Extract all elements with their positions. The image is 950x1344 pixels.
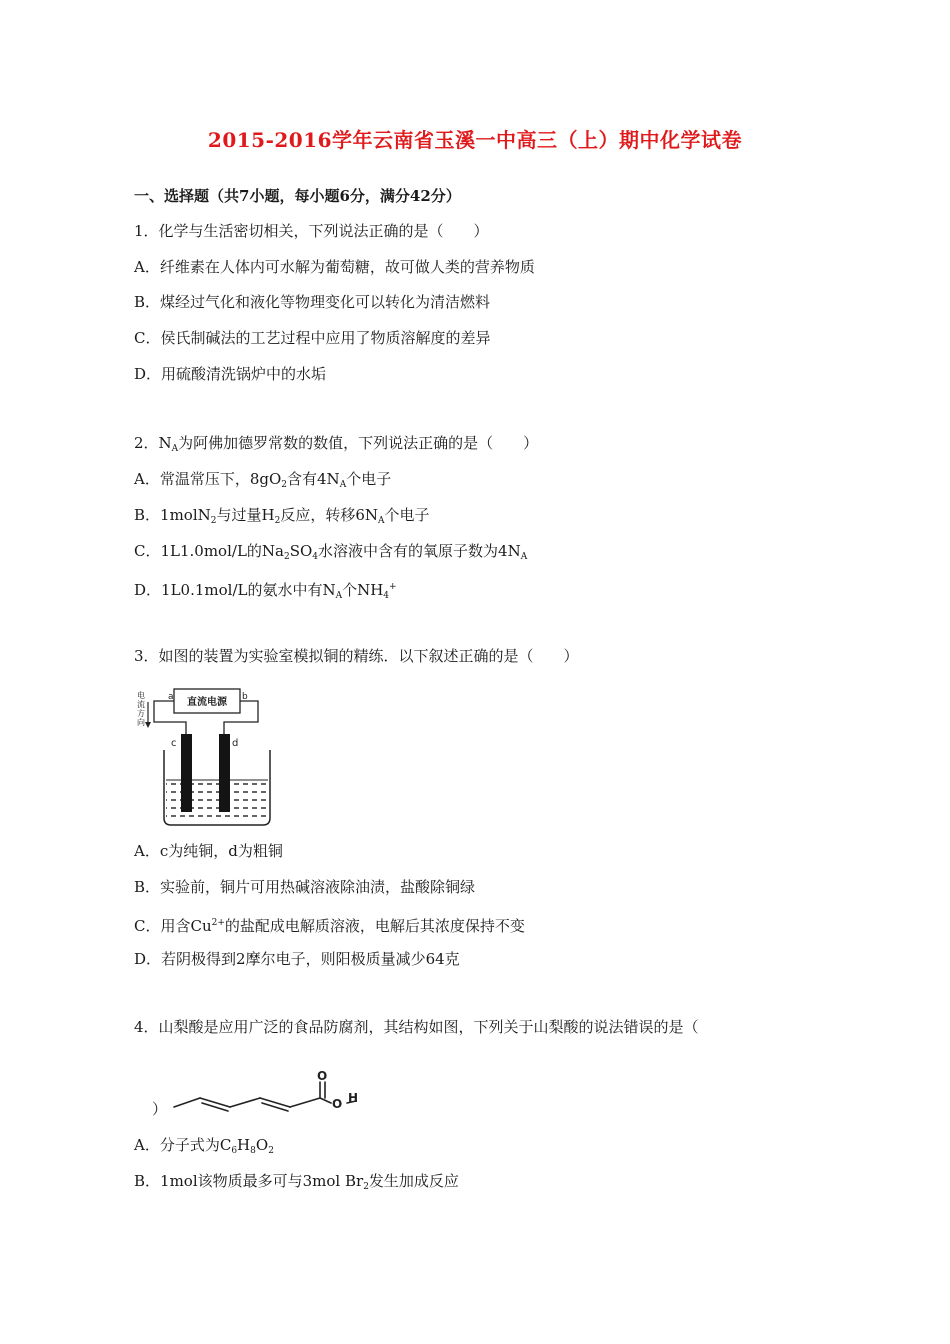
q3-option-b: B．实验前，铜片可用热碱溶液除油渍，盐酸除铜绿 xyxy=(134,878,476,896)
terminal-b-label: b xyxy=(242,692,248,702)
current-direction-char: 电 xyxy=(137,691,145,700)
q1-option-d: D．用硫酸清洗锅炉中的水垢 xyxy=(134,365,327,383)
q2-option-a: A．常温常压下，$8gO_2$含有$4N_A$个电子 xyxy=(134,470,392,490)
q4-close-paren: ） xyxy=(152,1100,168,1118)
section-heading: 一、选择题（共7小题，每小题6分，满分42分） xyxy=(134,187,461,205)
electrolysis-apparatus-figure xyxy=(134,684,274,830)
q3-option-d: D．若阴极得到2摩尔电子，则阳极质量减少64克 xyxy=(134,950,460,968)
hydroxyl-oxygen-label: O xyxy=(332,1097,343,1111)
q4-option-b: B．1mol该物质最多可与3mol $Br_2$发生加成反应 xyxy=(134,1172,459,1192)
carbon-skeleton xyxy=(174,1082,359,1111)
q4-stem: 4．山梨酸是应用广泛的食品防腐剂，其结构如图，下列关于山梨酸的说法错误的是（ xyxy=(134,1018,699,1036)
q1-option-c: C．侯氏制碱法的工艺过程中应用了物质溶解度的差异 xyxy=(134,329,491,347)
current-direction-char: 向 xyxy=(137,718,145,727)
page-title: 2015-2016学年云南省玉溪一中高三（上）期中化学试卷 xyxy=(207,128,743,152)
current-direction-char: 方 xyxy=(137,709,145,718)
q3-option-a: A．c为纯铜，d为粗铜 xyxy=(134,842,283,860)
electrode-d xyxy=(219,734,230,812)
carbonyl-oxygen-label: O xyxy=(317,1069,328,1083)
q1-option-a: A．纤维素在人体内可水解为葡萄糖，故可做人类的营养物质 xyxy=(134,258,535,276)
electrode-d-label: d xyxy=(232,738,239,749)
q2-stem: 2．$N_A$为阿佛加德罗常数的数值，下列说法正确的是（ ） xyxy=(134,434,539,454)
q4-option-a: A．分子式为$C_6H_8O_2$ xyxy=(134,1136,274,1156)
electrode-c-label: c xyxy=(171,738,177,749)
current-direction-char: 流 xyxy=(137,700,145,709)
q1-option-b: B．煤经过气化和液化等物理变化可以转化为清洁燃料 xyxy=(134,293,491,311)
hydrogen-label: H xyxy=(348,1091,359,1105)
terminal-a-label: a xyxy=(168,692,174,702)
current-direction-text xyxy=(137,690,145,727)
dc-power-label: 直流电源 xyxy=(187,697,227,708)
q2-option-c: C．1L1.0mol/L的$Na_2SO_4$水溶液中含有的氧原子数为$4N_A$ xyxy=(134,542,528,562)
q1-stem: 1．化学与生活密切相关，下列说法正确的是（ ） xyxy=(134,222,489,240)
q3-option-c: C．用含$Cu^{2+}$的盐配成电解质溶液，电解后其浓度保持不变 xyxy=(134,917,525,935)
q2-option-b: B．1molN$_2$与过量$H_2$反应，转移$6N_A$个电子 xyxy=(134,506,430,526)
sorbic-acid-structure-figure xyxy=(170,1066,360,1118)
q3-stem: 3．如图的装置为实验室模拟铜的精练．以下叙述正确的是（ ） xyxy=(134,647,579,665)
current-arrow-head xyxy=(145,722,151,728)
electrode-c xyxy=(181,734,192,812)
q2-option-d: D．1L0.1mol/L的氨水中有$N_A$个$NH_4^+$ xyxy=(134,581,397,601)
